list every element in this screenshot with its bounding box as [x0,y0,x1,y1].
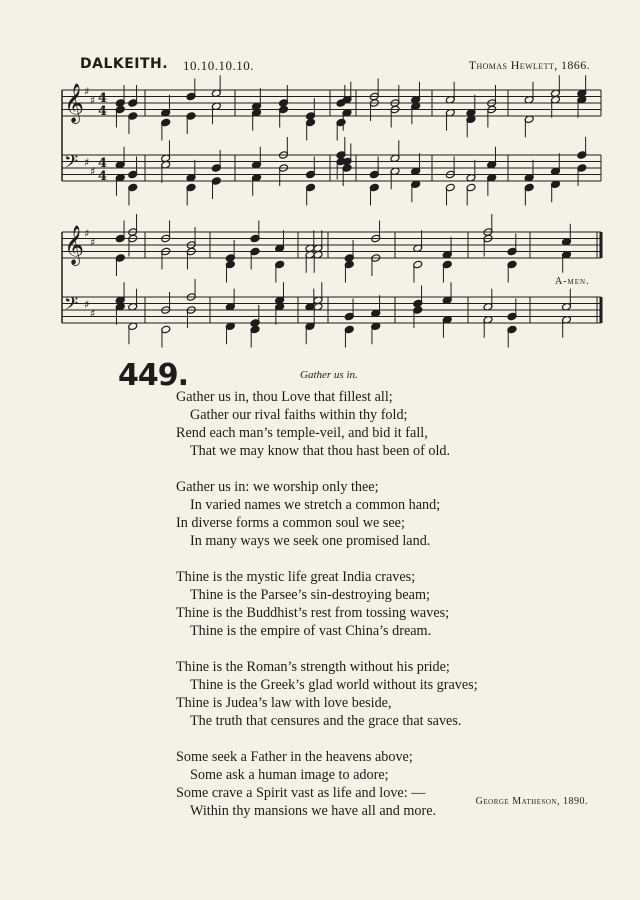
verse-line: Gather us in: we worship only thee; [176,479,379,495]
amen-label: A-men. [555,276,590,287]
verse-line: Some seek a Father in the heavens above; [176,749,413,765]
time-signature-top: 4 [98,156,108,171]
sharp-icon: ♯ [90,236,96,249]
verse-line: Thine is the empire of vast China’s dream. [190,623,432,639]
verse-line: Thine is the Buddhist’s rest from tossing waves; [176,605,450,621]
hymn-text [176,388,596,838]
verse-line: In diverse forms a common soul we see; [176,515,405,531]
verse-line: In varied names we stretch a common hand; [190,497,441,513]
time-signature-bottom: 4 [98,104,108,119]
sharp-icon: ♯ [84,298,90,311]
stanza-1 [176,388,596,460]
verse-line: Within thy mansions we have all and more. [190,803,437,819]
stanza-5 [176,748,596,820]
sharp-icon: ♯ [84,227,90,240]
hymn-number: 449. [118,358,189,393]
sharp-icon: ♯ [90,94,96,107]
stanza-2 [176,478,596,550]
verse-line: Some crave a Spirit vast as life and love: — [176,785,426,801]
sharp-icon: ♯ [84,85,90,98]
stanza-3 [176,568,596,640]
verse-line: Thine is Judea’s law with love beside, [176,695,392,711]
text-author: George Matheson, 1890. [475,796,588,807]
tune-meter: 10.10.10.10. [183,58,254,73]
verse-line: The truth that censures and the grace that saves. [190,713,462,729]
sharp-icon: ♯ [90,165,96,178]
verse-line: In many ways we seek one promised land. [190,533,431,549]
treble-clef-icon: 𝄞 [64,225,85,265]
bass-clef-icon: 𝄢 [64,152,79,177]
verse-line: Gather us in, thou Love that fillest all; [176,389,393,405]
verse-line: Gather our rival faiths within thy fold; [190,407,408,423]
bass-clef-icon: 𝄢 [64,294,79,319]
verse-line: Rend each man’s temple-veil, and bid it fall, [176,425,428,441]
verse-line: Some ask a human image to adore; [190,767,389,783]
time-signature-bottom: 4 [98,169,108,184]
time-signature-top: 4 [98,91,108,106]
treble-clef-icon: 𝄞 [64,83,85,123]
tune-composer: Thomas Hewlett, 1866. [468,58,590,72]
verse-line: Thine is the Roman’s strength without his pride; [176,659,450,675]
verse-line: Thine is the mystic life great India craves; [176,569,416,585]
sharp-icon: ♯ [90,307,96,320]
hymn-subtitle: Gather us in. [300,369,358,381]
tune-name: DALKEITH. [80,56,169,72]
verse-line: That we may know that thou hast been of old. [190,443,451,459]
verse-line: Thine is the Parsee’s sin-destroying beam; [190,587,430,603]
sharp-icon: ♯ [84,156,90,169]
stanza-4 [176,658,596,730]
verse-line: Thine is the Greek’s glad world without its graves; [190,677,478,693]
